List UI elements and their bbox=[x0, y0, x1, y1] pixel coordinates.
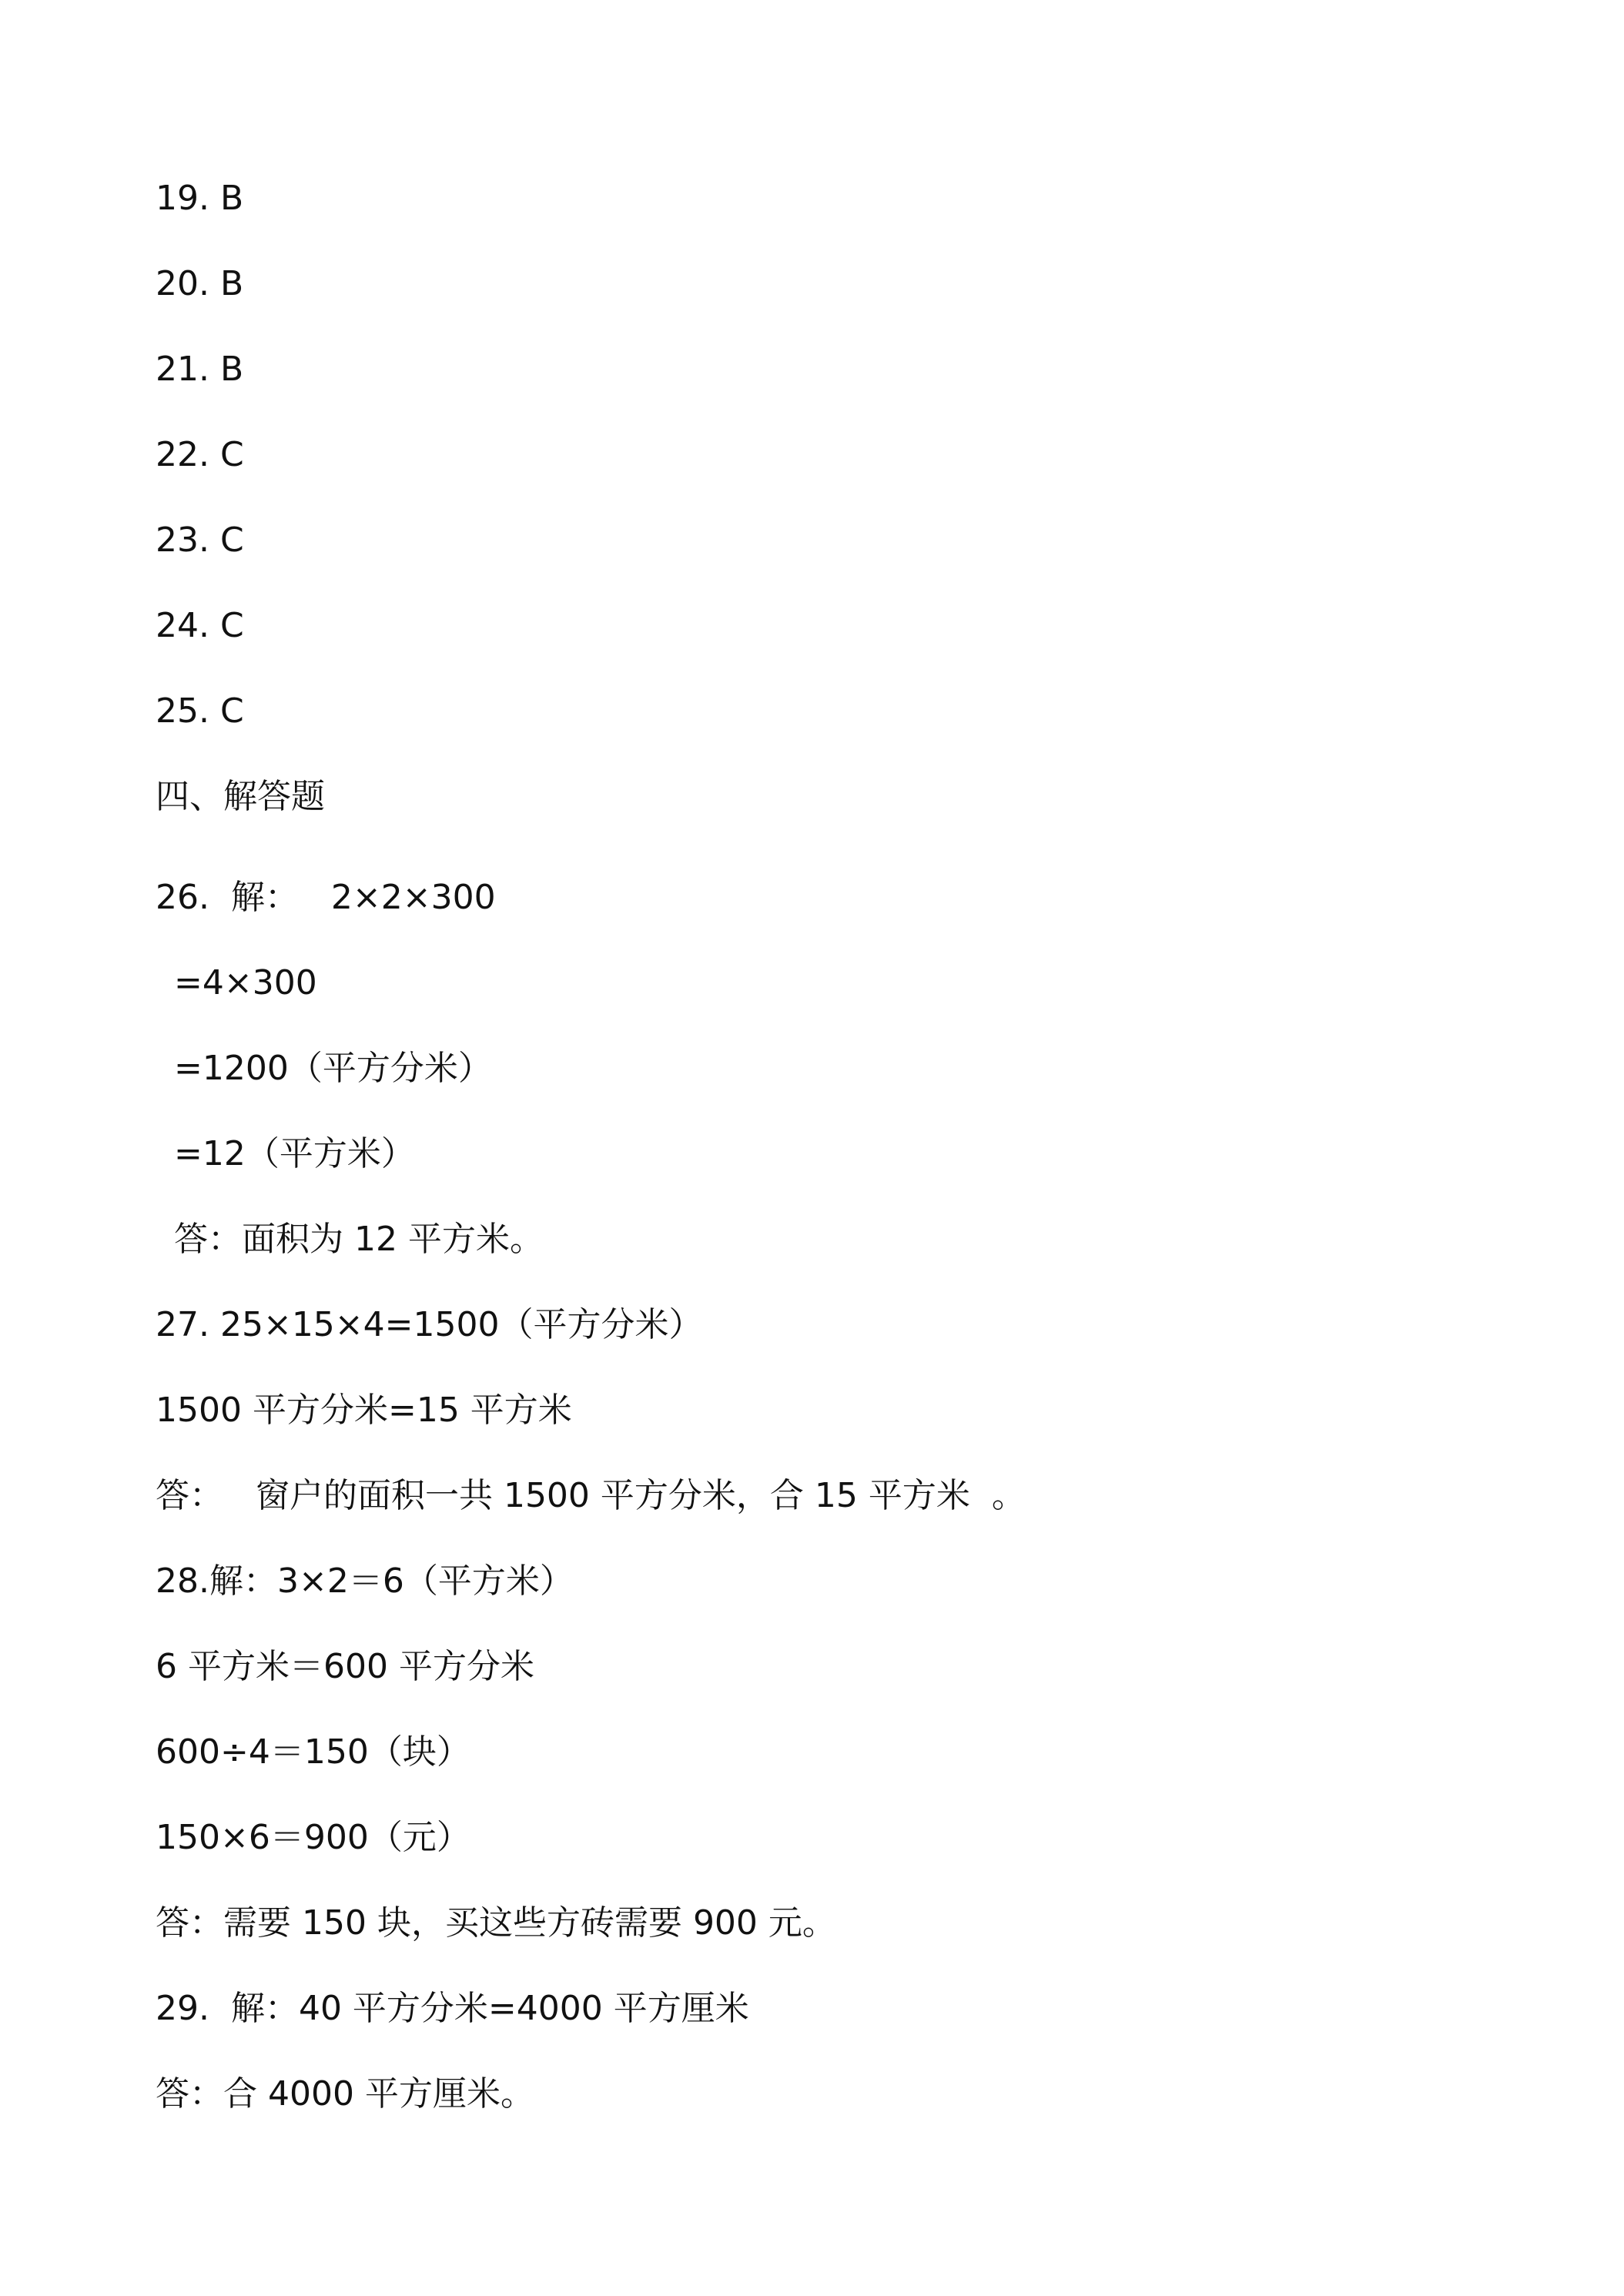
q28-line-4: 150×6＝900（元） bbox=[156, 1818, 470, 1857]
answer-20: 20. B bbox=[156, 264, 244, 303]
answer-25: 25. C bbox=[156, 691, 244, 731]
q26-answer: 答：面积为 12 平方米。 bbox=[174, 1220, 544, 1259]
q29-answer: 答：合 4000 平方厘米。 bbox=[156, 2074, 534, 2114]
q28-answer: 答：需要 150 块，买这些方砖需要 900 元。 bbox=[156, 1903, 836, 1943]
q28-line-1: 28.解：3×2＝6（平方米） bbox=[156, 1561, 574, 1601]
q26-line-3: =1200（平方分米） bbox=[174, 1049, 492, 1088]
q26-line-2: =4×300 bbox=[174, 963, 317, 1002]
section-heading: 四、解答题 bbox=[156, 777, 325, 816]
answer-24: 24. C bbox=[156, 606, 244, 645]
q29-line-1: 29. 解：40 平方分米=4000 平方厘米 bbox=[156, 1989, 749, 2028]
answer-21: 21. B bbox=[156, 350, 244, 389]
answer-19: 19. B bbox=[156, 179, 244, 218]
answer-23: 23. C bbox=[156, 520, 244, 560]
q26-line-4: =12（平方米） bbox=[174, 1134, 415, 1173]
answer-22: 22. C bbox=[156, 435, 244, 474]
q27-line-1: 27. 25×15×4=1500（平方分米） bbox=[156, 1305, 703, 1344]
q28-line-3: 600÷4＝150（块） bbox=[156, 1732, 470, 1772]
q26-line-1: 26. 解： 2×2×300 bbox=[156, 878, 496, 917]
q27-answer: 答： 窗户的面积一共 1500 平方分米，合 15 平方米 。 bbox=[156, 1476, 1026, 1515]
q28-line-2: 6 平方米＝600 平方分米 bbox=[156, 1647, 534, 1686]
q27-line-2: 1500 平方分米=15 平方米 bbox=[156, 1391, 572, 1430]
